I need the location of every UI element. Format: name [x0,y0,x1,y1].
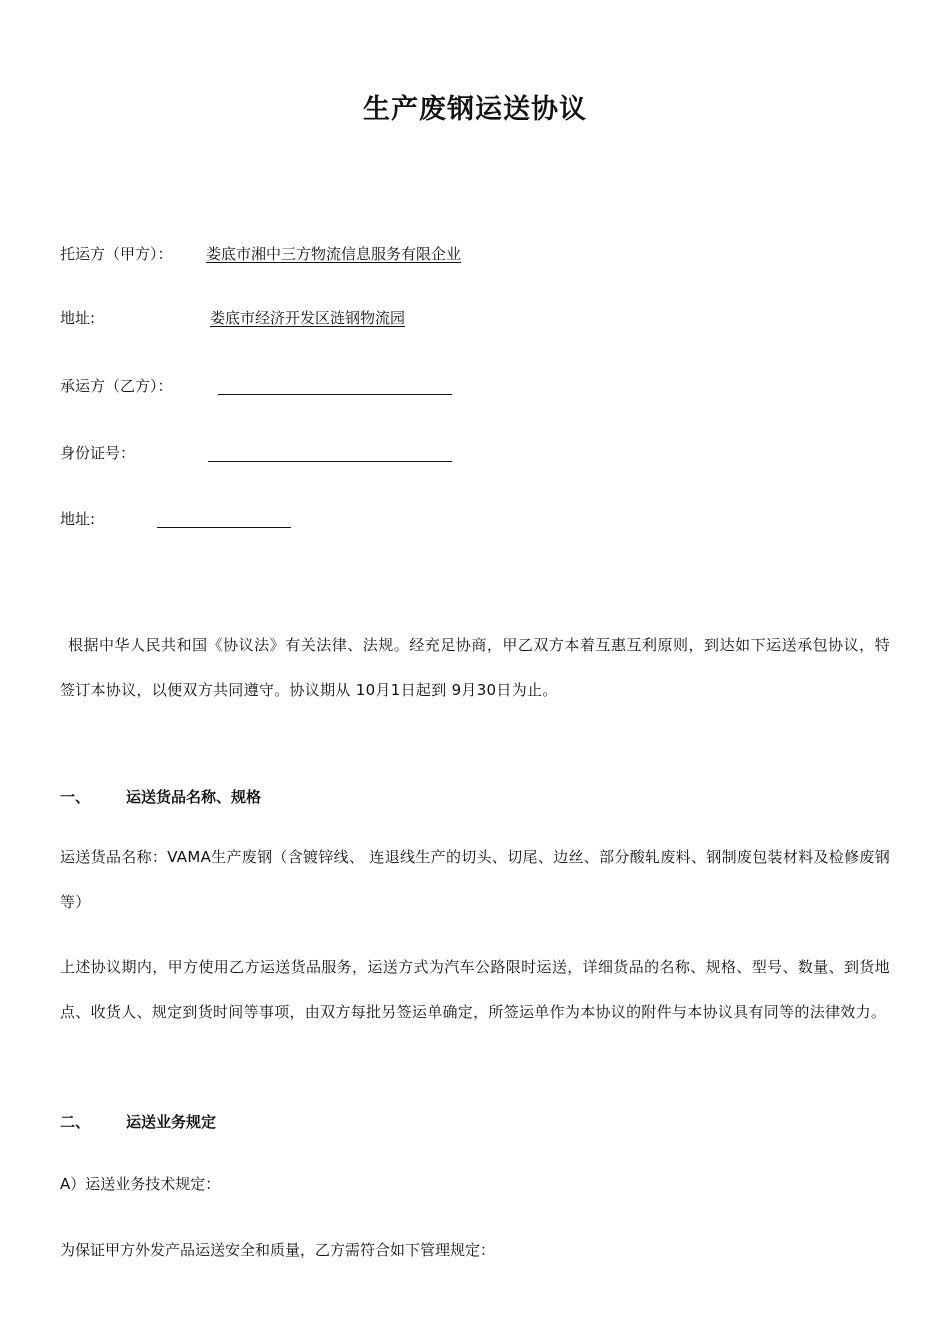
party-b-row [60,375,173,397]
party-a-label: 托运方（甲方）： [60,245,173,263]
party-b-id-row [60,442,135,464]
party-b-label: 承运方（乙方）： [60,377,173,395]
party-a-name: 娄底市湘中三方物流信息服务有限企业 [206,245,462,263]
party-a-address: 娄底市经济开发区涟钢物流园 [210,309,406,327]
goods-paragraph: 运送货品名称：VAMA生产废钢（含镀锌线、 连退线生产的切头、切尾、边丝、部分酸轧废料、钢制废包装材料及检修废钢等） [60,848,890,911]
document-title: 生产废钢运送协议 [363,94,587,125]
section-2-sub-a: A）运送业务技术规定： [60,1175,221,1193]
section-1-heading [60,786,261,808]
details-paragraph: 上述协议期内，甲方使用乙方运送货品服务，运送方式为汽车公路限时运送，详细货品的名称、规格、型号、数量、到货地点、收货人、规定到货时间等事项，由双方每批另签运单确定，所签运单作为本协议的附件与本协议具有同等的法律效力。 [60,958,890,1021]
section-1-title: 运送货品名称、规格 [126,788,262,806]
party-b-address-label: 地址: [60,510,96,528]
section-2-sub-a-text: 为保证甲方外发产品运送安全和质量，乙方需符合如下管理规定： [60,1241,496,1259]
section-2-heading [60,1111,216,1133]
section-1-number: 一、 [60,788,91,806]
section-2-title: 运送业务规定 [126,1113,217,1131]
intro-paragraph: 根据中华人民共和国《协议法》有关法律、法规。经充足协商，甲乙双方本着互惠互利原则，到达如下运送承包协议，特签订本协议，以便双方共同遵守。协议期从 10月1日起到 9月30日为止。 [60,636,890,699]
party-a-address-label: 地址: [60,309,96,327]
party-b-address-blank-line [157,527,291,528]
party-b-address-row [60,508,95,530]
section-2-number: 二、 [60,1113,91,1131]
party-b-id-label: 身份证号： [60,444,136,462]
party-b-id-blank-line [208,461,452,462]
party-b-blank-line [218,394,452,395]
party-a-row [60,243,462,265]
party-a-address-row [60,307,406,329]
